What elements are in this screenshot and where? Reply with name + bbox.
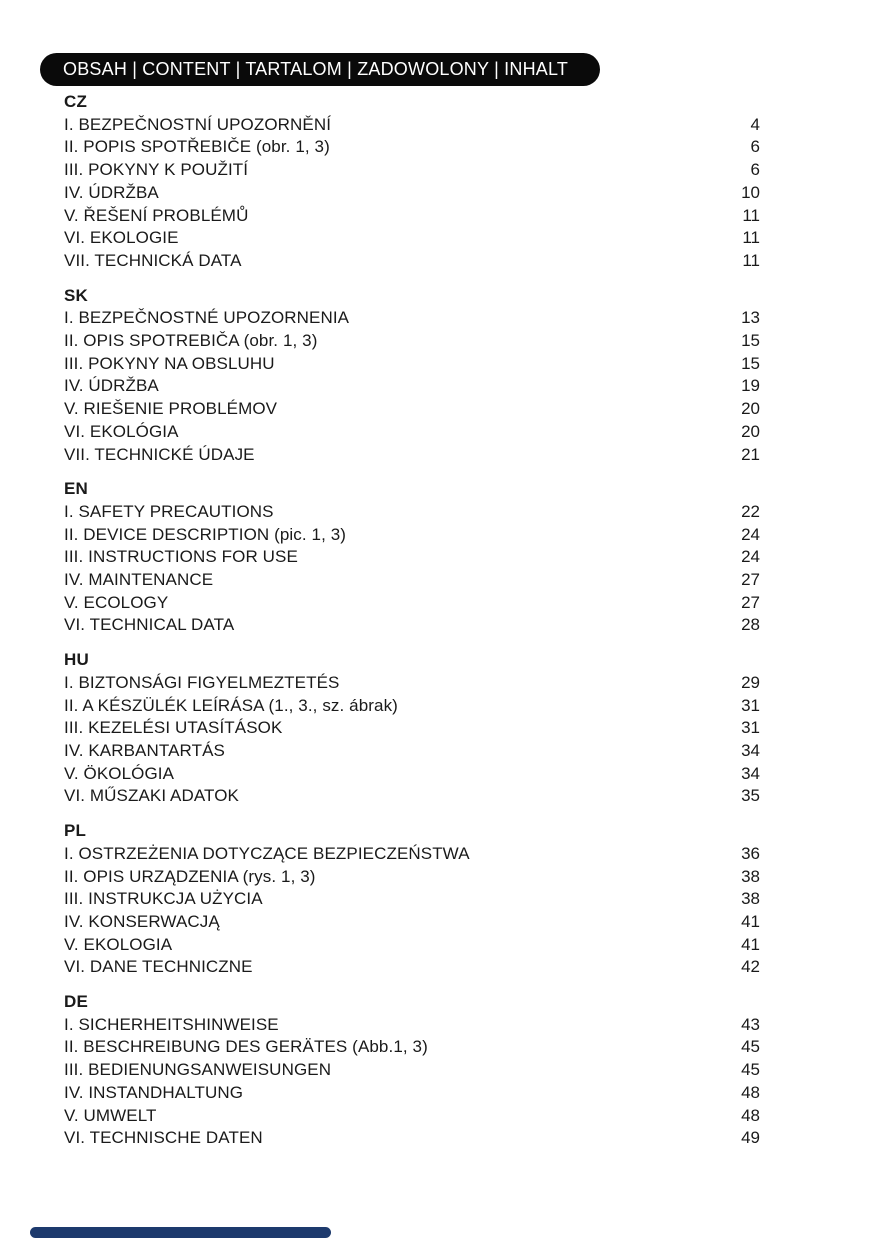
toc-row: [64, 250, 760, 273]
toc-item-page: 24: [741, 547, 760, 567]
toc-item-page: 42: [741, 957, 760, 977]
toc-row: [64, 1014, 760, 1037]
toc-item-label: III. POKYNY K POUŽITÍ: [64, 160, 249, 180]
toc-item-page: 11: [742, 250, 760, 270]
toc-row: [64, 1105, 760, 1128]
toc-item-page: 10: [741, 182, 760, 202]
toc-item-page: 38: [741, 889, 760, 909]
toc-row: [64, 546, 760, 569]
toc-row: [64, 614, 760, 637]
toc-item-label: IV. KONSERWACJĄ: [64, 911, 220, 931]
toc-item-page: 45: [741, 1037, 760, 1057]
toc-item-label: III. BEDIENUNGSANWEISUNGEN: [64, 1060, 332, 1080]
toc-item-page: 13: [741, 308, 760, 328]
toc-item-page: 29: [741, 672, 760, 692]
toc-section-cz: [64, 91, 760, 273]
toc-item-page: 36: [741, 843, 760, 863]
toc-row: [64, 763, 760, 786]
toc-item-label: I. SAFETY PRECAUTIONS: [64, 501, 274, 521]
toc-row: [64, 592, 760, 615]
toc-item-label: II. OPIS SPOTREBIČA (obr. 1, 3): [64, 331, 318, 351]
toc-row: [64, 1036, 760, 1059]
toc-section-hu: [64, 649, 760, 808]
toc-row: [64, 695, 760, 718]
toc-row: [64, 843, 760, 866]
toc-row: [64, 227, 760, 250]
toc-item-label: II. DEVICE DESCRIPTION (pic. 1, 3): [64, 524, 347, 544]
toc-item-page: 11: [742, 205, 760, 225]
toc-item-label: VI. EKOLÓGIA: [64, 421, 179, 441]
toc-section-de: [64, 991, 760, 1150]
toc-item-page: 31: [741, 718, 760, 738]
toc-row: [64, 444, 760, 467]
toc-item-page: 28: [741, 615, 760, 635]
toc-item-label: I. BEZPEČNOSTNÉ UPOZORNENIA: [64, 308, 350, 328]
footer-accent-bar: [30, 1227, 331, 1238]
toc-section-sk: [64, 285, 760, 467]
toc-item-label: IV. ÚDRŽBA: [64, 182, 159, 202]
toc-item-page: 41: [741, 934, 760, 954]
toc-row: [64, 785, 760, 808]
toc-item-label: II. BESCHREIBUNG DES GERÄTES (Abb.1, 3): [64, 1037, 428, 1057]
toc-item-label: II. POPIS SPOTŘEBIČE (obr. 1, 3): [64, 137, 330, 157]
toc-item-page: 27: [741, 592, 760, 612]
language-code: SK: [64, 285, 89, 305]
toc-row: [64, 911, 760, 934]
toc-row: [64, 205, 760, 228]
toc-item-page: 43: [741, 1014, 760, 1034]
toc-item-label: VI. MŰSZAKI ADATOK: [64, 786, 239, 806]
toc-item-page: 48: [741, 1105, 760, 1125]
toc-item-label: VII. TECHNICKÉ ÚDAJE: [64, 444, 255, 464]
toc-item-label: II. OPIS URZĄDZENIA (rys. 1, 3): [64, 866, 316, 886]
toc-item-page: 6: [750, 160, 760, 180]
toc-item-label: III. POKYNY NA OBSLUHU: [64, 353, 275, 373]
toc-row: [64, 1082, 760, 1105]
toc-row: [64, 159, 760, 182]
toc-item-page: 22: [741, 501, 760, 521]
toc-item-page: 35: [741, 786, 760, 806]
toc-row: [64, 353, 760, 376]
toc-item-page: 19: [741, 376, 760, 396]
toc-item-page: 49: [741, 1128, 760, 1148]
toc-row: [64, 421, 760, 444]
toc-item-page: 24: [741, 524, 760, 544]
toc-section-pl: [64, 820, 760, 979]
toc-row: [64, 866, 760, 889]
toc-item-label: III. INSTRUKCJA UŻYCIA: [64, 889, 263, 909]
toc-item-label: VI. DANE TECHNICZNE: [64, 957, 253, 977]
toc-row: [64, 1127, 760, 1150]
contents-header-pill: [40, 53, 600, 86]
toc-item-page: 11: [742, 228, 760, 248]
toc-item-label: V. UMWELT: [64, 1105, 157, 1125]
toc-item-page: 20: [741, 421, 760, 441]
toc-item-label: VII. TECHNICKÁ DATA: [64, 250, 242, 270]
toc-item-page: 27: [741, 570, 760, 590]
toc-row: [64, 398, 760, 421]
toc-item-label: I. SICHERHEITSHINWEISE: [64, 1014, 279, 1034]
toc-row: [64, 524, 760, 547]
toc-item-page: 6: [750, 137, 760, 157]
toc-item-label: V. ECOLOGY: [64, 592, 169, 612]
toc-item-label: V. RIEŠENIE PROBLÉMOV: [64, 399, 278, 419]
language-code: CZ: [64, 92, 88, 111]
toc-row: [64, 569, 760, 592]
toc-row: [64, 501, 760, 524]
toc-item-page: 41: [741, 911, 760, 931]
toc-item-page: 15: [741, 353, 760, 373]
toc-row: [64, 717, 760, 740]
toc-item-label: I. BEZPEČNOSTNÍ UPOZORNĚNÍ: [64, 114, 332, 134]
language-code: DE: [64, 992, 89, 1012]
toc-item-label: III. KEZELÉSI UTASÍTÁSOK: [64, 718, 283, 738]
toc-row: [64, 330, 760, 353]
toc-item-page: 34: [741, 740, 760, 760]
toc-item-label: VI. TECHNICAL DATA: [64, 615, 235, 635]
table-of-contents: [64, 91, 760, 1150]
toc-item-label: VI. TECHNISCHE DATEN: [64, 1128, 263, 1148]
language-code: HU: [64, 650, 89, 670]
toc-item-page: 4: [750, 114, 760, 134]
toc-item-page: 34: [741, 763, 760, 783]
toc-item-label: IV. MAINTENANCE: [64, 570, 214, 590]
toc-item-label: I. OSTRZEŻENIA DOTYCZĄCE BEZPIECZEŃSTWA: [64, 843, 470, 863]
toc-item-label: VI. EKOLOGIE: [64, 228, 179, 248]
toc-row: [64, 114, 760, 137]
toc-item-page: 15: [741, 331, 760, 351]
toc-item-label: V. ÖKOLÓGIA: [64, 763, 175, 783]
toc-section-en: [64, 478, 760, 637]
toc-item-label: IV. KARBANTARTÁS: [64, 740, 225, 760]
language-code: EN: [64, 479, 89, 499]
toc-row: [64, 888, 760, 911]
toc-item-page: 31: [741, 695, 760, 715]
toc-item-page: 48: [741, 1082, 760, 1102]
toc-row: [64, 307, 760, 330]
toc-row: [64, 740, 760, 763]
toc-row: [64, 956, 760, 979]
toc-item-label: I. BIZTONSÁGI FIGYELMEZTETÉS: [64, 672, 340, 692]
toc-item-page: 20: [741, 399, 760, 419]
toc-item-label: V. ŘEŠENÍ PROBLÉMŮ: [64, 205, 249, 225]
toc-row: [64, 672, 760, 695]
toc-row: [64, 136, 760, 159]
toc-item-page: 21: [741, 444, 760, 464]
toc-row: [64, 934, 760, 957]
toc-item-page: 45: [741, 1060, 760, 1080]
toc-item-label: II. A KÉSZÜLÉK LEÍRÁSA (1., 3., sz. ábrak): [64, 695, 398, 715]
toc-item-label: IV. ÚDRŽBA: [64, 376, 159, 396]
toc-item-label: IV. INSTANDHALTUNG: [64, 1082, 244, 1102]
toc-item-page: 38: [741, 866, 760, 886]
toc-item-label: III. INSTRUCTIONS FOR USE: [64, 547, 298, 567]
toc-row: [64, 375, 760, 398]
toc-row: [64, 1059, 760, 1082]
language-code: PL: [64, 821, 87, 841]
toc-item-label: V. EKOLOGIA: [64, 934, 173, 954]
toc-row: [64, 182, 760, 205]
contents-header-title: OBSAH | CONTENT | TARTALOM | ZADOWOLONY | INHALT: [63, 59, 569, 79]
